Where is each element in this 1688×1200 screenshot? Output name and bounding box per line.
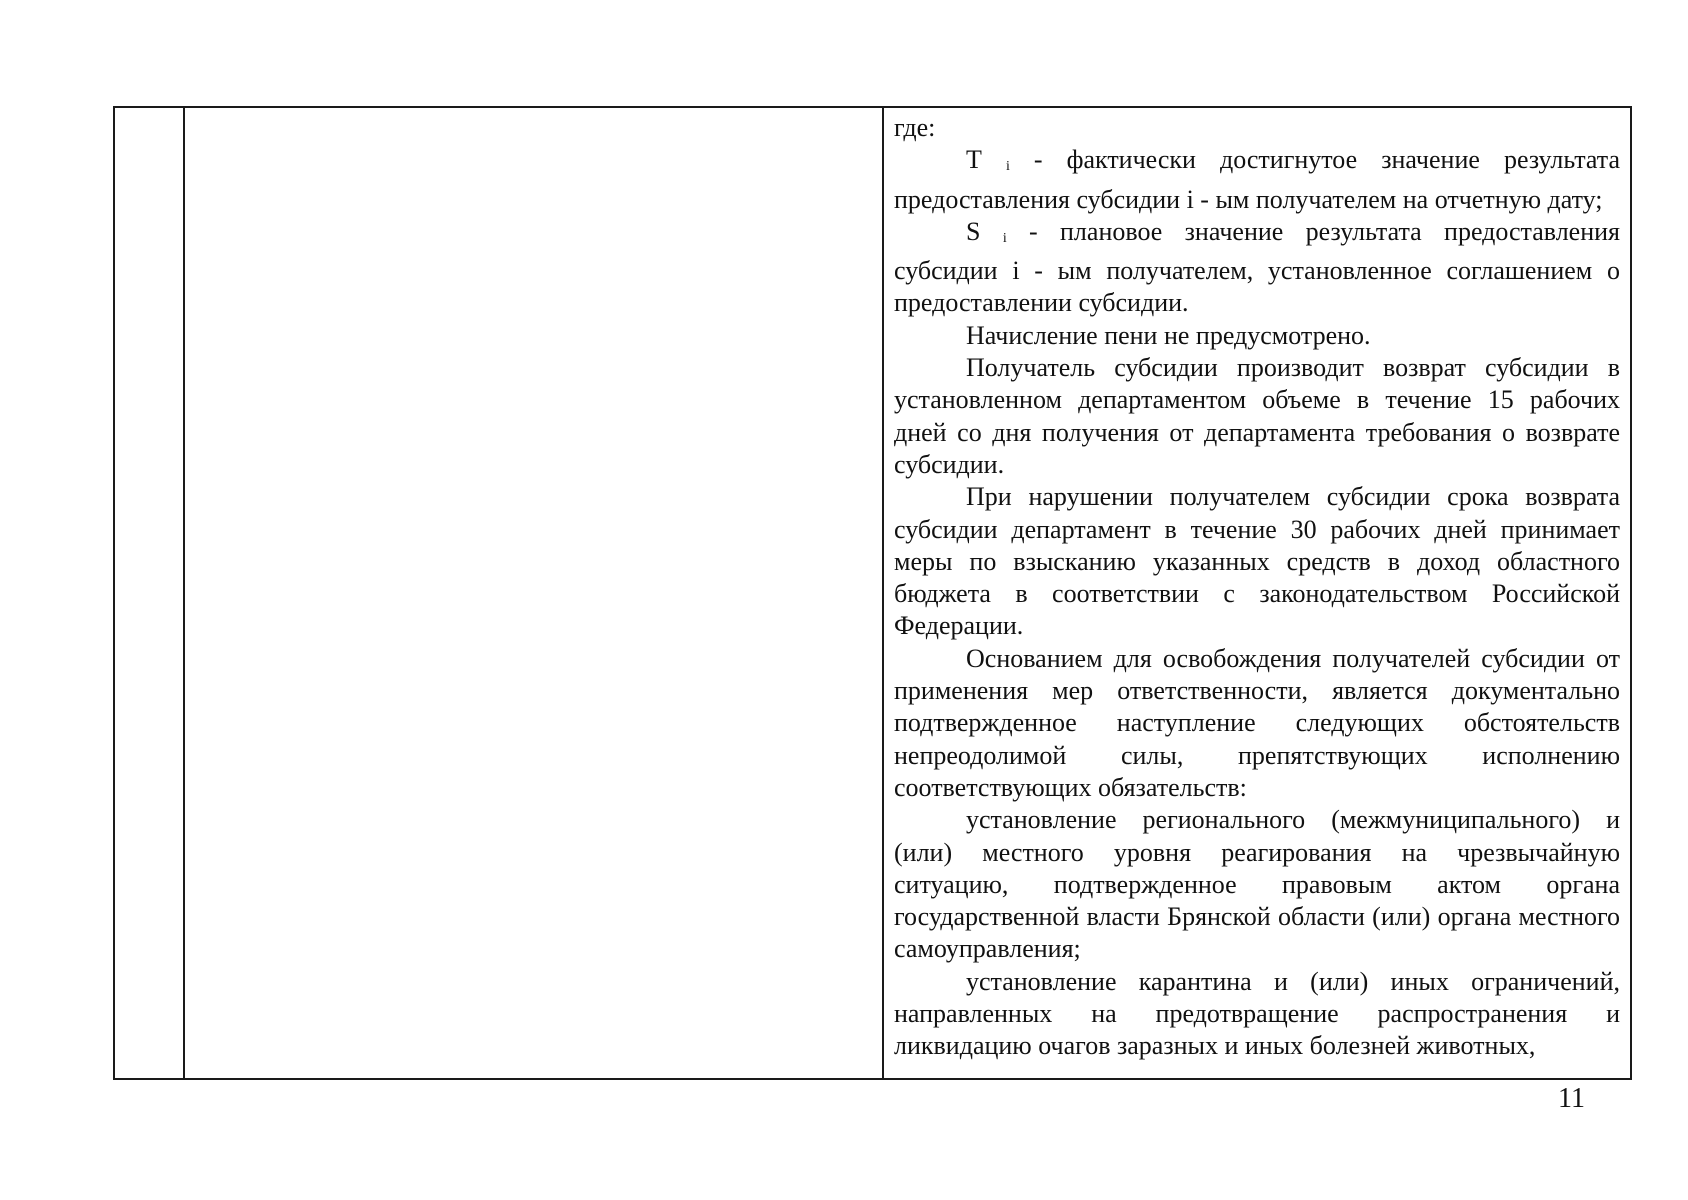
paragraph-exemption: Основанием для освобождения получателей субсидии от применения мер ответственности, является документально подтвержденное наступление следующих обстоятельств непреодолимой силы, препятствующих исполнению соответствующих обязательств: — [894, 643, 1620, 802]
paragraph-emergency: установление регионального (межмуниципального) и (или) местного уровня реагирования на чрезвычайную ситуацию, подтвержденное правовым актом органа государственной власти Брянской области (или) органа местного самоуправления; — [894, 805, 1620, 964]
number-column — [114, 107, 184, 1079]
paragraph-ti-text: - фактически достигнутое значение результата предоставления субсидии i - ым получателем на отчетную дату; — [894, 145, 1620, 214]
paragraph-violation: При нарушении получателем субсидии срока возврата субсидии департамент в течение 30 рабочих дней принимает меры по взысканию указанных средств в доход областного бюджета в соответствии с законодательством Российской Федерации. — [894, 482, 1620, 641]
paragraph-refund: Получатель субсидии производит возврат субсидии в установленном департаментом объеме в течение 15 рабочих дней со дня получения от департамента требования о возврате субсидии. — [894, 353, 1620, 479]
paragraph-quarantine: установление карантина и (или) иных ограничений, направленных на предотвращение распространения и ликвидацию очагов заразных и иных болезней животных, — [894, 966, 1620, 1061]
symbol-t: Т — [966, 145, 982, 175]
subscript-i: i — [1002, 230, 1007, 246]
subscript-i: i — [1005, 159, 1010, 175]
left-column — [184, 107, 883, 1079]
document-table — [113, 106, 1632, 1080]
page-number: 11 — [1558, 1083, 1585, 1114]
paragraph-si-text: - плановое значение результата предоставления субсидии i - ым получателем, установленное соглашением о предоставлении субсидии. — [894, 216, 1620, 318]
text-block — [894, 112, 1620, 1078]
paragraph-penalty: Начисление пени не предусмотрено. — [966, 320, 1371, 350]
text-column — [883, 107, 1631, 1079]
intro-line: где: — [894, 113, 936, 142]
paragraph-ti — [894, 144, 1620, 216]
symbol-s: S — [966, 216, 981, 246]
paragraph-si — [894, 216, 1620, 320]
table-row — [114, 107, 1631, 1079]
